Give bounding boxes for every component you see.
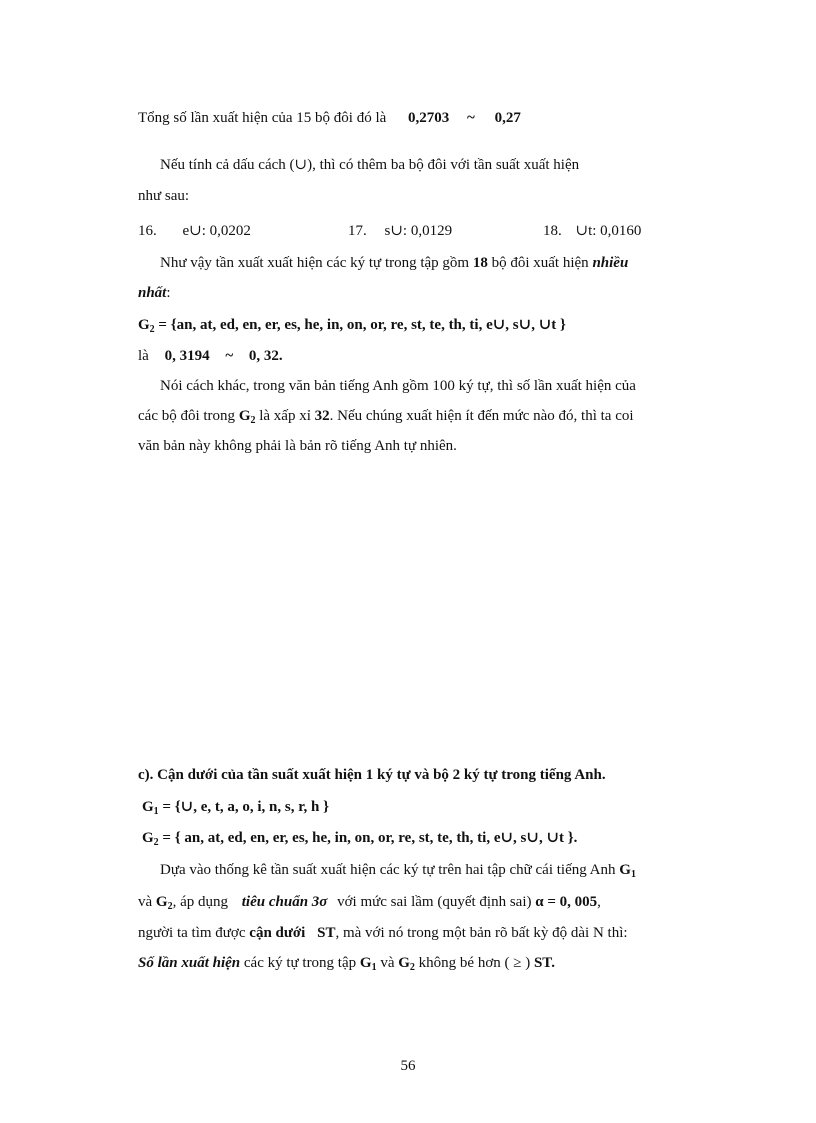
prefix: là [138,348,149,364]
text: và [380,955,395,971]
set-label: G [619,862,631,878]
st-symbol: ST. [533,955,555,971]
criterion-line-1 [160,860,636,880]
set-subscript: 2 [167,901,173,912]
g2-set-definition-2 [142,828,577,848]
g2-frequency-rounded: 0, 32. [248,348,283,364]
pair-value: ∪t: 0,0160 [575,223,642,239]
set-label: G [398,955,410,971]
criterion-line-4 [138,953,555,973]
pair-17 [348,221,452,241]
text: và [138,894,153,910]
pair-number: 16. [138,223,157,239]
text: các ký tự trong tập [243,955,357,971]
space-intro-continuation: như sau: [138,188,190,204]
set-elements: = {an, at, ed, en, er, es, he, in, on, or, re, st, te, th, ti, e∪, s∪, ∪t } [158,317,566,333]
summary-continuation [138,283,171,303]
set-subscript: 1 [371,962,377,973]
text: , mà với nó trong một bản rõ bất kỳ độ dài N thì: [335,925,628,941]
total-frequency-text: Tổng số lần xuất hiện của 15 bộ đôi đó là [138,110,387,126]
text: , áp dụng [172,894,229,910]
set-subscript: 1 [153,806,159,817]
approx-sign: ~ [225,348,234,364]
text: . Nếu chúng xuất hiện ít đến mức nào đó, thì ta coi [329,408,634,424]
set-label: G [155,894,168,910]
pair-value: s∪: 0,0129 [384,223,453,239]
set-label: G [238,408,251,424]
pair-value: e∪: 0,0202 [182,223,251,239]
pair-16 [138,221,251,241]
text: người ta tìm được [138,925,246,941]
text: với mức sai lầm (quyết định sai) [337,894,532,910]
paragraph-line-3: văn bản này không phải là bản rõ tiếng Anh tự nhiên. [138,438,457,454]
paragraph-line: Nói cách khác, trong văn bản tiếng Anh gồm 100 ký tự, thì số lần xuất hiện của [160,378,636,394]
text: Dựa vào thống kê tần suất xuất hiện các ký tự trên hai tập chữ cái tiếng Anh [160,862,616,878]
set-label: G [138,317,150,333]
emphasis-most: nhiều [592,255,629,271]
set-label: G [359,955,372,971]
section-c-heading: c). Cận dưới của tần suất xuất hiện 1 ký tự và bộ 2 ký tự trong tiếng Anh. [138,767,606,783]
colon: : [166,285,171,301]
total-frequency-value: 0,2703 [408,110,450,126]
g1-set-definition [142,797,329,817]
total-frequency-rounded: 0,27 [494,110,521,126]
summary-text-mid: bộ đôi xuất hiện [491,255,589,271]
pair-number: 17. [348,223,367,239]
comma: , [597,894,601,910]
set-elements: = { an, at, ed, en, er, es, he, in, on, or, re, st, te, th, ti, e∪, s∪, ∪t }. [162,830,578,846]
approx-value: 32 [314,408,330,424]
approx-sign: ~ [467,110,475,126]
pair-18 [543,221,641,241]
alpha-value: α = 0, 005 [535,894,598,910]
set-label: G [142,799,154,815]
text: là xấp xỉ [259,408,311,424]
text: không bé hơn ( ≥ ) [418,955,531,971]
pair-number: 18. [543,223,562,239]
g2-set-definition [138,315,566,335]
set-subscript: 2 [153,837,159,848]
summary-line [160,253,628,273]
set-elements: = {∪, e, t, a, o, i, n, s, r, h } [162,799,329,815]
summary-text: Như vậy tần xuất xuất hiện các ký tự trong tập gồm [160,255,470,271]
criterion-line-3 [138,923,628,943]
three-sigma-criterion: tiêu chuẩn 3σ [241,894,328,910]
set-subscript: 2 [250,415,256,426]
set-label: G [142,830,154,846]
occurrence-count-term: Số lần xuất hiện [138,955,241,971]
space-intro-line: Nếu tính cả dấu cách (∪), thì có thêm ba bộ đôi với tần suất xuất hiện [160,157,580,173]
g2-frequency-line [138,346,283,366]
set-subscript: 2 [409,962,415,973]
criterion-line-2 [138,892,601,912]
set-subscript: 1 [630,869,636,880]
emphasis-most-2: nhất [138,285,167,301]
total-frequency-line [138,108,521,128]
paragraph-line-2 [138,406,634,426]
st-symbol: ST [317,925,336,941]
text: các bộ đôi trong [138,408,236,424]
g2-frequency-value: 0, 3194 [164,348,210,364]
page-number: 56 [400,1058,416,1074]
lower-bound-term: cận dưới [249,925,306,941]
pair-count: 18 [472,255,488,271]
set-subscript: 2 [149,324,155,335]
